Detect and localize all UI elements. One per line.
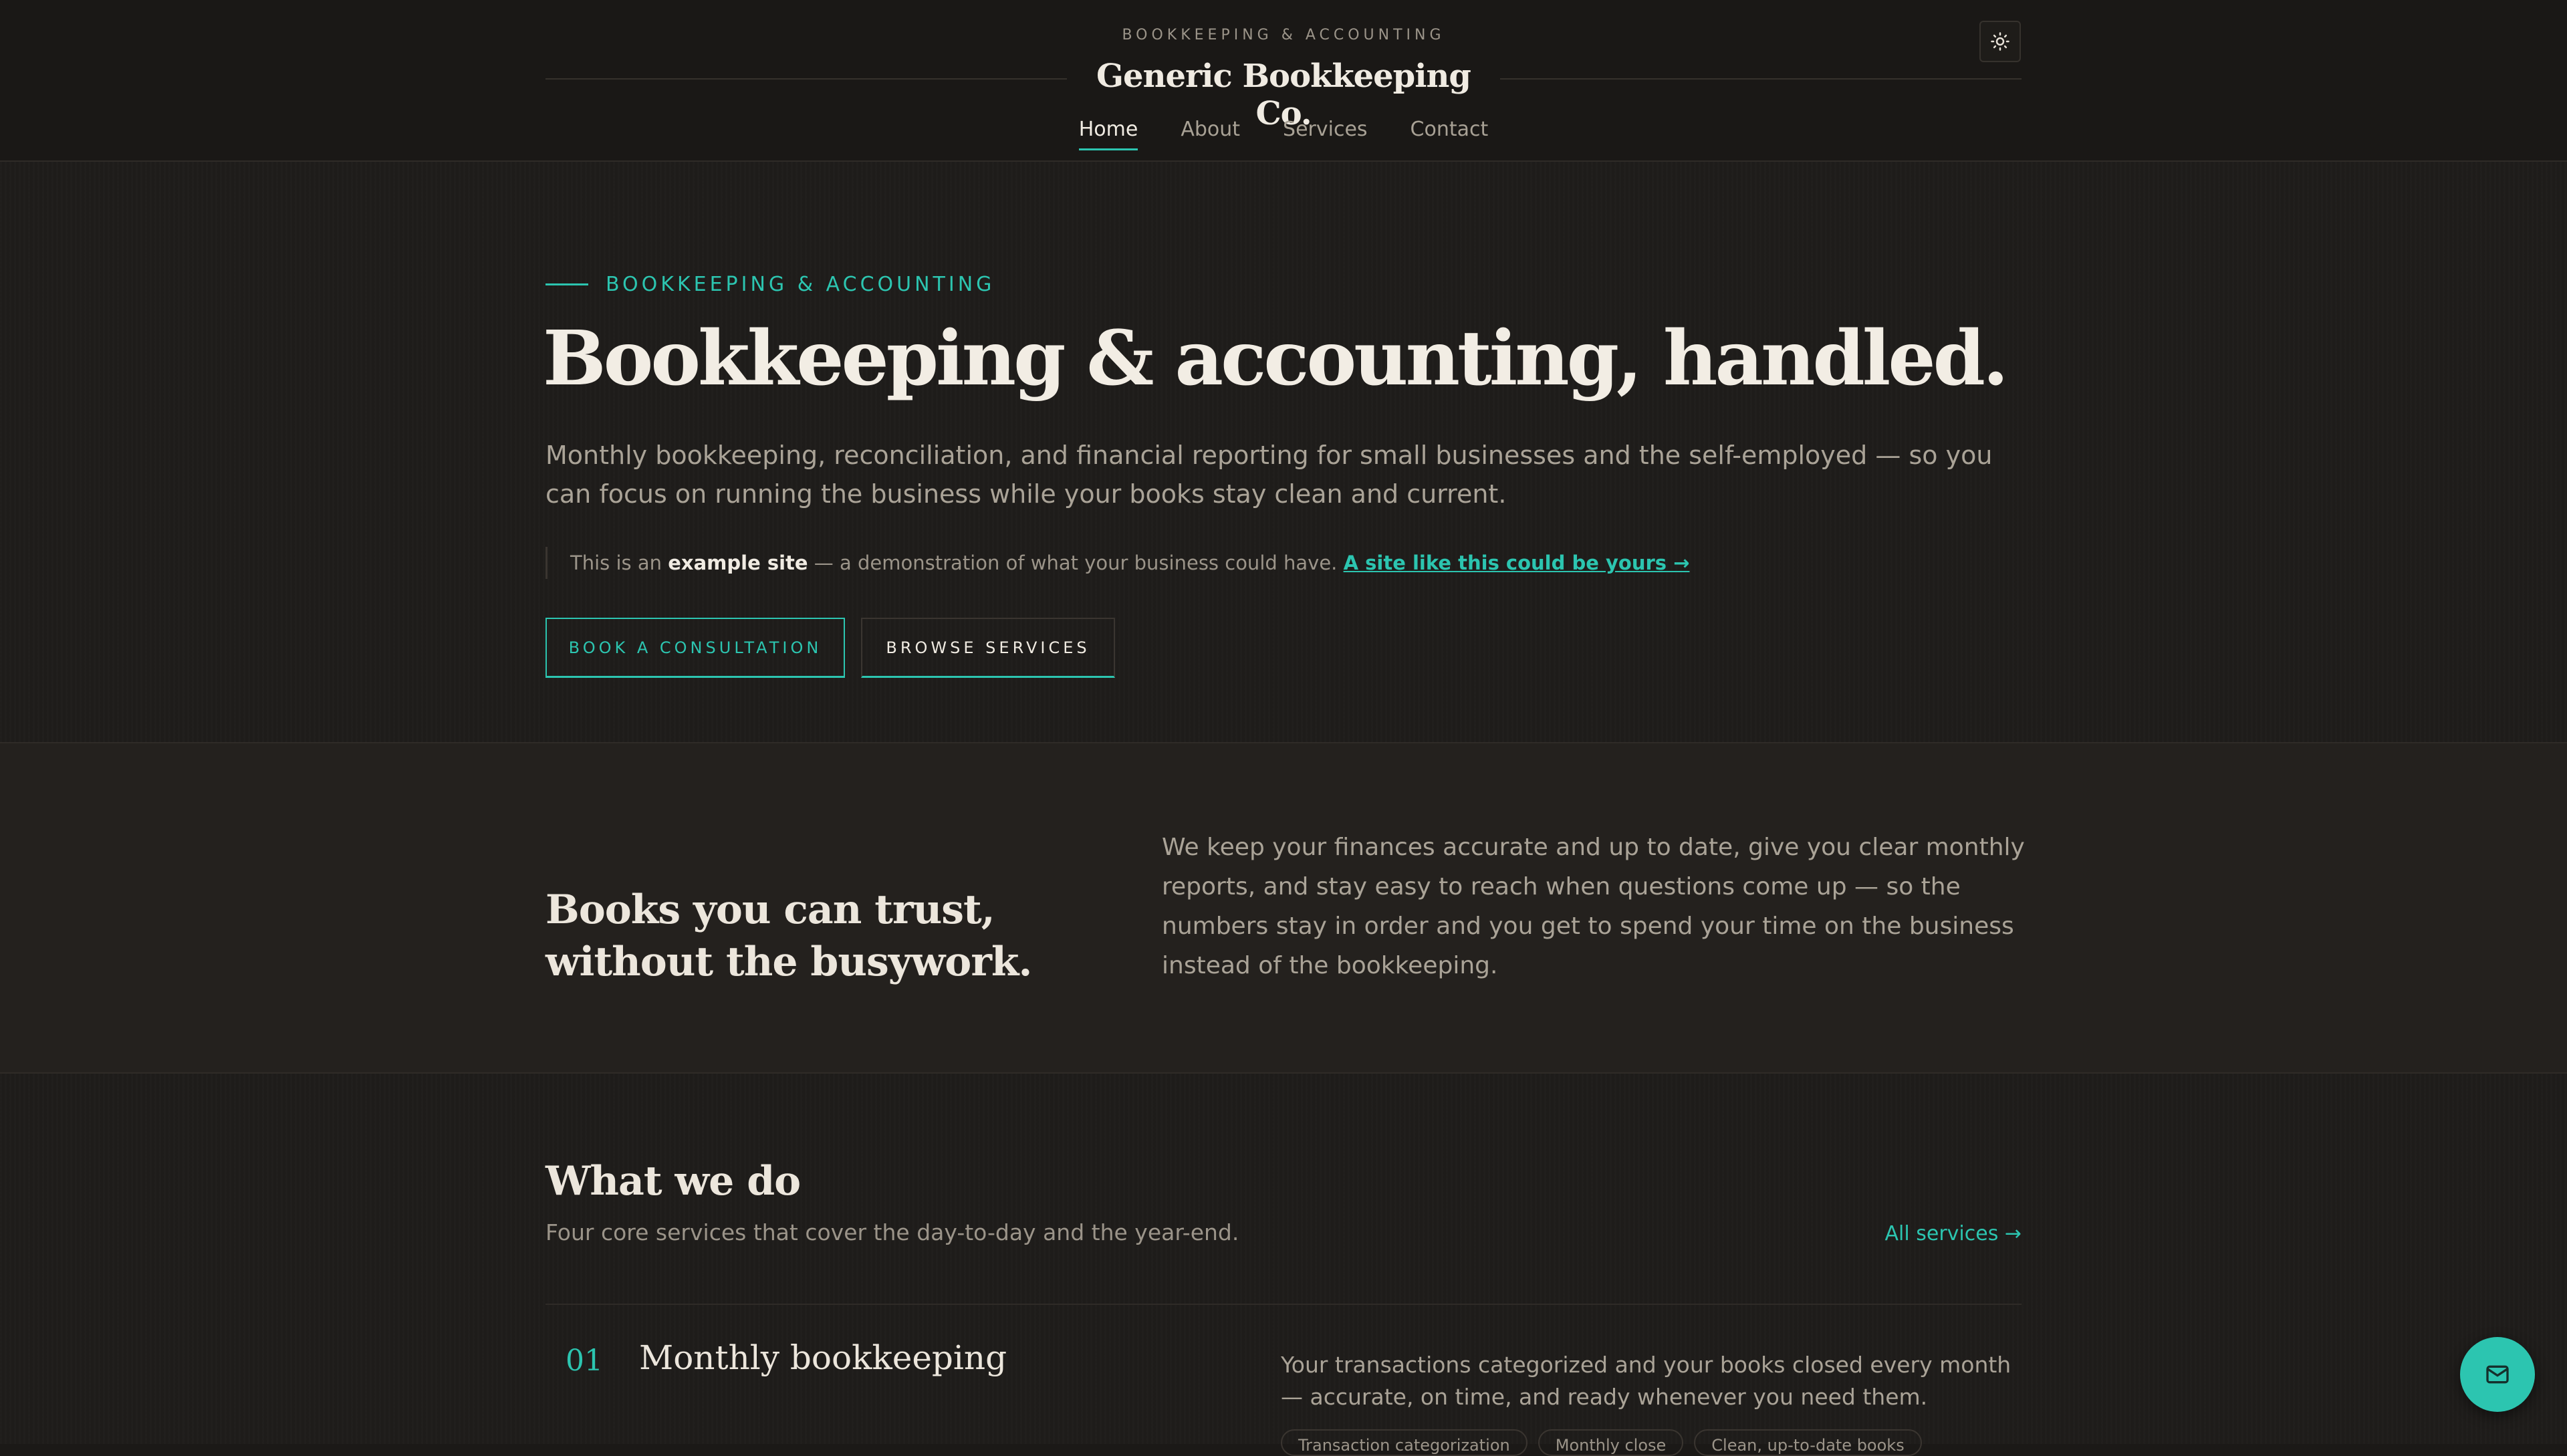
note-strong: example site: [668, 552, 808, 574]
example-site-note: [545, 547, 1689, 579]
service-description: Your transactions categorized and your books closed every month — accurate, on time, and ready whenever you need them.: [1281, 1352, 2011, 1410]
nav-item-services[interactable]: Services: [1283, 118, 1368, 141]
brand-divider-right: [1500, 78, 2022, 80]
services-divider: [545, 1304, 2022, 1305]
service-name[interactable]: Monthly bookkeeping: [639, 1338, 1007, 1377]
book-consultation-button[interactable]: BOOK A CONSULTATION: [545, 618, 845, 678]
browse-services-button[interactable]: BROWSE SERVICES: [861, 618, 1115, 678]
hero-section: [0, 162, 2567, 743]
nav-item-about[interactable]: About: [1181, 118, 1241, 141]
services-subtitle: Four core services that cover the day-to-day and the year-end.: [545, 1219, 1239, 1245]
main-nav: [0, 118, 2567, 150]
intro-heading: Books you can trust, without the busywork.: [545, 886, 1032, 985]
brand-name[interactable]: Generic Bookkeeping Co.: [1096, 57, 1471, 132]
eyebrow-text: BOOKKEEPING & ACCOUNTING: [606, 273, 995, 296]
theme-toggle-button[interactable]: [1979, 21, 2021, 62]
service-tag: Transaction categorization: [1281, 1429, 1527, 1456]
services-section: [0, 1074, 2567, 1455]
hero-eyebrow: [545, 273, 995, 296]
brand-divider-left: [545, 78, 1067, 80]
contact-fab-button[interactable]: [2460, 1337, 2535, 1412]
hero-title: Bookkeeping & accounting, handled.: [543, 315, 2006, 402]
site-header: [0, 0, 2567, 162]
sun-icon: [1990, 31, 2010, 51]
intro-body: We keep your finances accurate and up to date, give you clear monthly reports, and stay easy to reach when questions come up — so the numbers stay in order and you get to spend your time on the business instead of the bookkeeping.: [1162, 834, 2025, 979]
all-services-link[interactable]: All services →: [1884, 1222, 2022, 1245]
eyebrow-line: [545, 283, 588, 285]
service-tag: Monthly close: [1538, 1429, 1684, 1456]
site-offer-link[interactable]: A site like this could be yours →: [1343, 552, 1690, 574]
nav-item-home[interactable]: Home: [1079, 118, 1138, 150]
note-prefix: This is an: [570, 552, 668, 574]
service-number: 01: [566, 1344, 603, 1378]
nav-item-contact[interactable]: Contact: [1410, 118, 1489, 141]
intro-section: [0, 743, 2567, 1074]
service-tag: Clean, up-to-date books: [1694, 1429, 1921, 1456]
header-tagline: BOOKKEEPING & ACCOUNTING: [1122, 27, 1445, 43]
mail-icon: [2484, 1361, 2511, 1388]
hero-subtitle: Monthly bookkeeping, reconciliation, and financial reporting for small businesses and the self-employed — so you can focus on running the business while your books stay clean and current.: [545, 441, 1993, 509]
note-middle: — a demonstration of what your business could have.: [808, 552, 1344, 574]
service-tags: [1281, 1429, 1922, 1456]
services-title: What we do: [545, 1158, 801, 1205]
